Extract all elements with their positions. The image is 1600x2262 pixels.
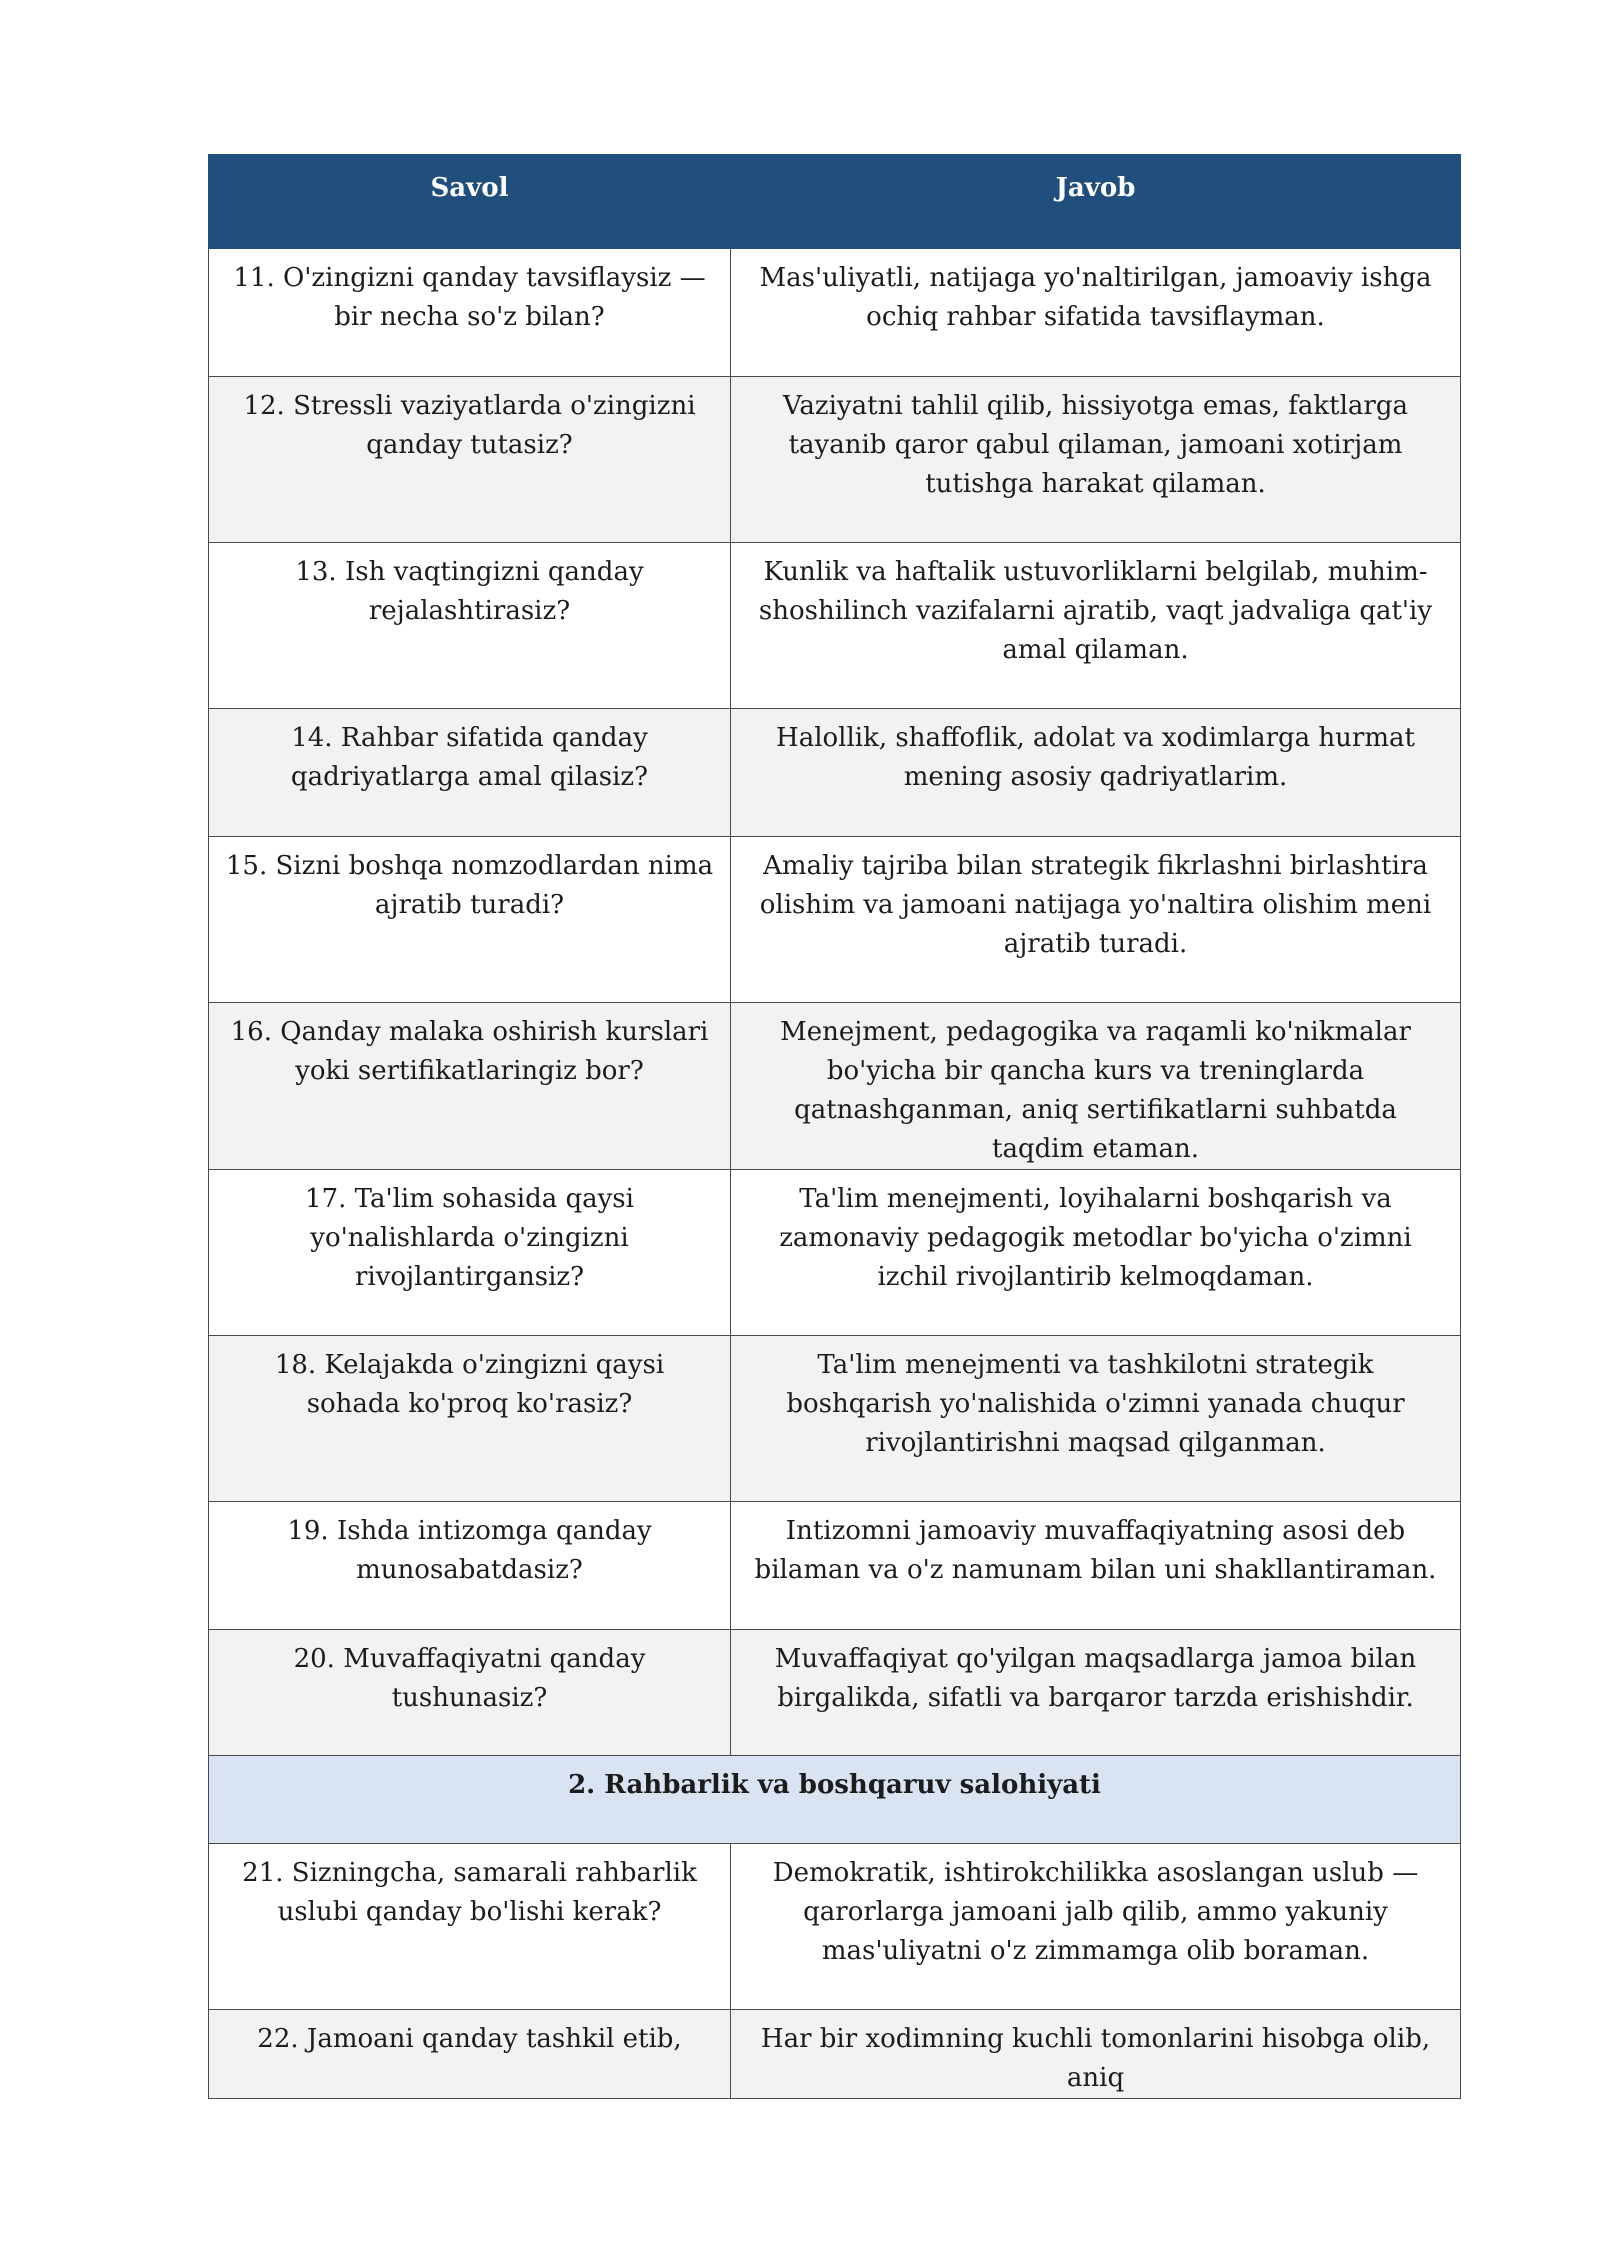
- answer-cell: Menejment, pedagogika va raqamli ko'nikmalar bo'yicha bir qancha kurs va treninglarda qatnashganman, aniq sertifikatlarni suhbatda taqdim etaman.: [731, 1003, 1461, 1170]
- header-question: Savol: [209, 155, 731, 249]
- answer-cell: Muvaffaqiyat qo'yilgan maqsadlarga jamoa bilan birgalikda, sifatli va barqaror tarzda erishishdir.: [731, 1630, 1461, 1756]
- table-row: [209, 1502, 1461, 1630]
- answer-cell: Intizomni jamoaviy muvaffaqiyatning asosi deb bilaman va o'z namunam bilan uni shakllantiraman.: [731, 1502, 1461, 1630]
- question-cell: 12. Stressli vaziyatlarda o'zingizni qanday tutasiz?: [209, 377, 731, 543]
- table-row: [209, 837, 1461, 1003]
- question-cell: 14. Rahbar sifatida qanday qadriyatlarga amal qilasiz?: [209, 709, 731, 837]
- question-cell: 16. Qanday malaka oshirish kurslari yoki sertifikatlaringiz bor?: [209, 1003, 731, 1170]
- question-cell: 11. O'zingizni qanday tavsiflaysiz — bir necha so'z bilan?: [209, 249, 731, 377]
- qa-table: [208, 154, 1461, 2099]
- table-row: [209, 1630, 1461, 1756]
- answer-cell: Amaliy tajriba bilan strategik fikrlashni birlashtira olishim va jamoani natijaga yo'naltira olishim meni ajratib turadi.: [731, 837, 1461, 1003]
- answer-cell: Har bir xodimning kuchli tomonlarini hisobga olib, aniq: [731, 2010, 1461, 2099]
- answer-cell: Vaziyatni tahlil qilib, hissiyotga emas, faktlarga tayanib qaror qabul qilaman, jamoani xotirjam tutishga harakat qilaman.: [731, 377, 1461, 543]
- question-cell: 21. Sizningcha, samarali rahbarlik uslubi qanday bo'lishi kerak?: [209, 1844, 731, 2010]
- answer-cell: Mas'uliyatli, natijaga yo'naltirilgan, jamoaviy ishga ochiq rahbar sifatida tavsiflayman.: [731, 249, 1461, 377]
- question-cell: 15. Sizni boshqa nomzodlardan nima ajratib turadi?: [209, 837, 731, 1003]
- answer-cell: Halollik, shaffoflik, adolat va xodimlarga hurmat mening asosiy qadriyatlarim.: [731, 709, 1461, 837]
- question-cell: 20. Muvaffaqiyatni qanday tushunasiz?: [209, 1630, 731, 1756]
- table-row: [209, 377, 1461, 543]
- answer-cell: Kunlik va haftalik ustuvorliklarni belgilab, muhim-shoshilinch vazifalarni ajratib, vaqt jadvaliga qat'iy amal qilaman.: [731, 543, 1461, 709]
- table-header-row: [209, 155, 1461, 249]
- header-answer: Javob: [731, 155, 1461, 249]
- table-row: [209, 2010, 1461, 2099]
- table-row: [209, 249, 1461, 377]
- answer-cell: Ta'lim menejmenti, loyihalarni boshqarish va zamonaviy pedagogik metodlar bo'yicha o'zimni izchil rivojlantirib kelmoqdaman.: [731, 1170, 1461, 1336]
- question-cell: 18. Kelajakda o'zingizni qaysi sohada ko'proq ko'rasiz?: [209, 1336, 731, 1502]
- question-cell: 13. Ish vaqtingizni qanday rejalashtirasiz?: [209, 543, 731, 709]
- section-header-row: [209, 1756, 1461, 1844]
- question-cell: 22. Jamoani qanday tashkil etib,: [209, 2010, 731, 2099]
- question-cell: 17. Ta'lim sohasida qaysi yo'nalishlarda o'zingizni rivojlantirgansiz?: [209, 1170, 731, 1336]
- table-row: [209, 1336, 1461, 1502]
- table-row: [209, 543, 1461, 709]
- table-row: [209, 1003, 1461, 1170]
- table-row: [209, 1170, 1461, 1336]
- section-title: 2. Rahbarlik va boshqaruv salohiyati: [209, 1756, 1461, 1844]
- answer-cell: Demokratik, ishtirokchilikka asoslangan uslub — qarorlarga jamoani jalb qilib, ammo yakuniy mas'uliyatni o'z zimmamga olib boraman.: [731, 1844, 1461, 2010]
- table-row: [209, 1844, 1461, 2010]
- table-row: [209, 709, 1461, 837]
- question-cell: 19. Ishda intizomga qanday munosabatdasiz?: [209, 1502, 731, 1630]
- answer-cell: Ta'lim menejmenti va tashkilotni strategik boshqarish yo'nalishida o'zimni yanada chuqur rivojlantirishni maqsad qilganman.: [731, 1336, 1461, 1502]
